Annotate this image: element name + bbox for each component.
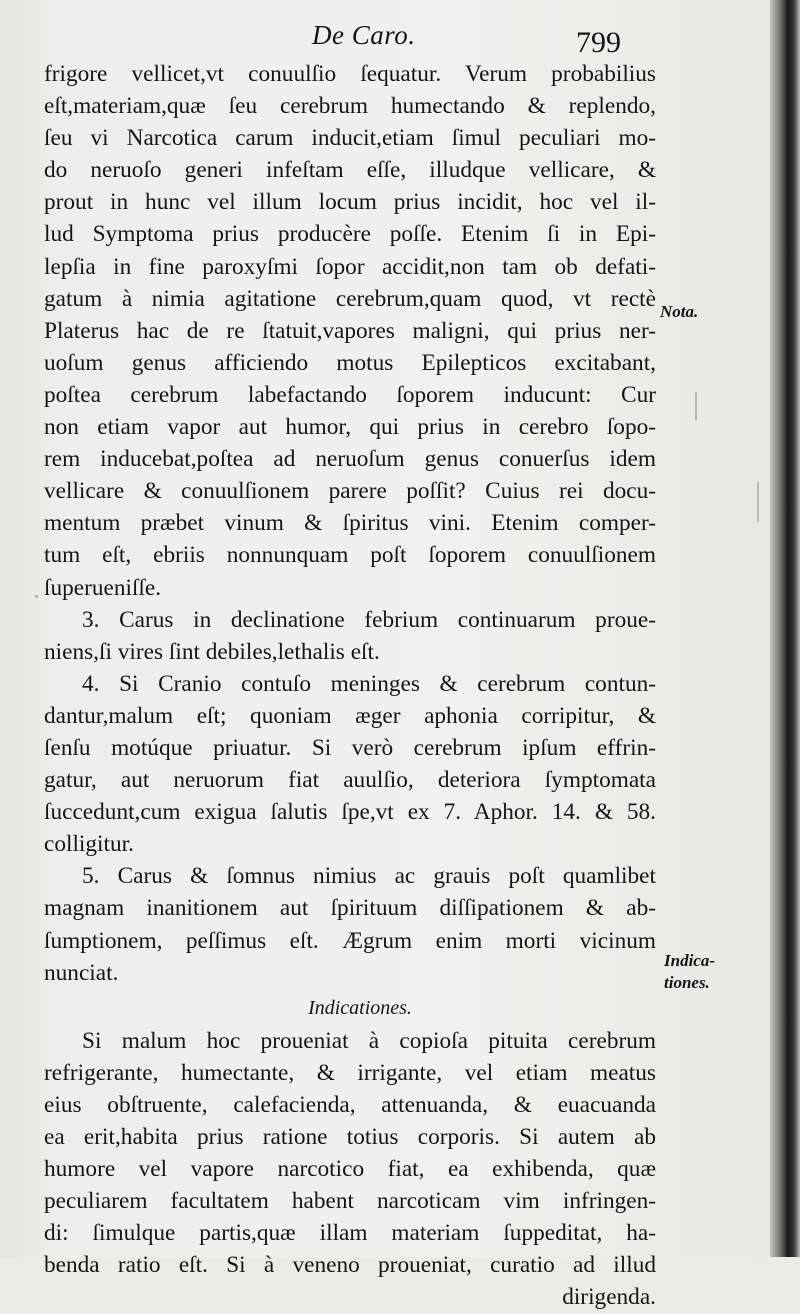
margin-note-line: Indica- [664, 951, 715, 970]
page-speck [35, 595, 38, 598]
margin-note-nota: Nota. [660, 302, 699, 321]
paragraph [44, 58, 656, 604]
paragraph [44, 668, 656, 861]
page-binding-edge [770, 0, 800, 1257]
running-head: De Caro. [312, 20, 416, 50]
text-line: humore vel vapore narcotico fiat, ea exhibenda, quæ [44, 1156, 656, 1183]
text-line: tum eſt, ebriis nonnunquam poſt ſoporem conuulſionem [44, 542, 656, 569]
text-line: magnam inanitionem aut ſpirituum diſſipationem & ab- [44, 895, 656, 922]
text-line: benda ratio eſt. Si à veneno proueniat, curatio ad illud [44, 1252, 656, 1279]
margin-note-line: tiones. [664, 973, 710, 992]
paragraph [44, 1025, 656, 1314]
text-line: Platerus hac de re ſtatuit,vapores maligni, qui prius ner- [44, 317, 656, 344]
text-line: eſt,materiam,quæ ſeu cerebrum humectando & replendo, [44, 93, 656, 120]
paragraph [44, 860, 656, 988]
body-text [44, 58, 656, 1314]
page-speck [695, 392, 697, 420]
text-line: 5. Carus & ſomnus nimius ac grauis poſt quamlibet [82, 863, 656, 890]
text-line: gatur, aut neruorum fiat auulſio, deteriora ſymptomata [44, 767, 656, 794]
page-header [0, 18, 770, 58]
text-line: do neruoſo generi infeſtam eſſe, illudque vellicare, & [44, 157, 656, 184]
text-line: ſenſu motúque priuatur. Si verò cerebrum ipſum effrin- [44, 734, 656, 761]
text-line: 3. Carus in declinatione febrium continuarum proue- [82, 606, 656, 633]
text-line: dirigenda. [562, 1284, 656, 1311]
text-line: 4. Si Cranio contuſo meninges & cerebrum contun- [82, 670, 656, 697]
text-line: uoſum genus afficiendo motus Epilepticos excitabant, [44, 349, 656, 376]
text-line: lepſia in fine paroxyſmi ſopor accidit,non tam ob defati- [44, 253, 656, 280]
text-line: dantur,malum eſt; quoniam æger aphonia corripitur, & [44, 702, 656, 729]
text-line: vellicare & conuulſionem parere poſſit? Cuius rei docu- [44, 478, 656, 505]
text-line: prout in hunc vel illum locum prius incidit, hoc vel il- [44, 189, 656, 216]
text-line: poſtea cerebrum labefactando ſoporem inducunt: Cur [44, 381, 656, 408]
text-line: gatum à nimia agitatione cerebrum,quam quod, vt rectè [44, 285, 656, 312]
text-line: nunciat. [44, 959, 119, 986]
text-line: refrigerante, humectante, & irrigante, vel etiam meatus [44, 1059, 656, 1086]
text-line: colligitur. [44, 831, 134, 858]
text-line: ſumptionem, peſſimus eſt. Ægrum enim morti vicinum [44, 927, 656, 954]
text-line: eius obſtruente, calefacienda, attenuanda, & euacuanda [44, 1091, 656, 1118]
text-line: frigore vellicet,vt conuulſio ſequatur. Verum probabilius [44, 61, 656, 87]
text-line: di: ſimulque partis,quæ illam materiam ſuppeditat, ha- [44, 1220, 656, 1247]
paragraph [44, 604, 656, 668]
text-line: ſeu vi Narcotica carum inducit,etiam ſimul peculiari mo- [44, 125, 656, 152]
page-number: 799 [576, 26, 621, 59]
section-heading: Indicationes. [308, 996, 412, 1019]
text-line: mentum præbet vinum & ſpiritus vini. Etenim comper- [44, 510, 656, 537]
text-line: Si malum hoc proueniat à copioſa pituita cerebrum [82, 1027, 656, 1054]
text-line: rem inducebat,poſtea ad neruoſum genus conuerſus idem [44, 446, 656, 473]
text-line: peculiarem facultatem habent narcoticam vim infringen- [44, 1188, 656, 1215]
text-line: ſuccedunt,cum exigua ſalutis ſpe,vt ex 7. Aphor. 14. & 58. [44, 799, 656, 826]
text-line: ſuperueniſſe. [44, 574, 162, 601]
text-line: lud Symptoma prius producère poſſe. Etenim ſi in Epi- [44, 221, 656, 248]
text-line: ea erit,habita prius ratione totius corporis. Si autem ab [44, 1124, 656, 1150]
text-line: non etiam vapor aut humor, qui prius in cerebro ſopo- [44, 414, 656, 441]
margin-note-indicationes [664, 950, 715, 994]
page-speck [757, 482, 759, 522]
text-line: niens,ſi vires ſint debiles,lethalis eſt. [44, 638, 380, 665]
